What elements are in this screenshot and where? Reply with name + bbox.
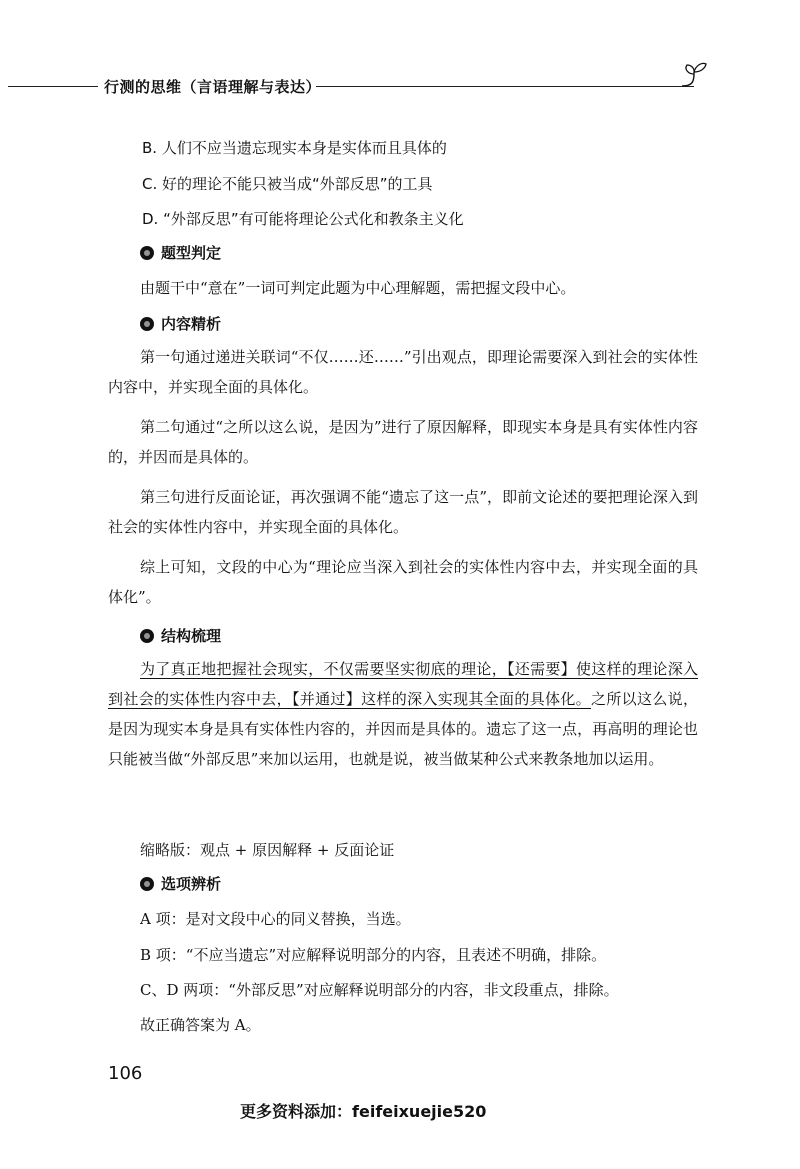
header-rule-right xyxy=(316,86,694,87)
section-heading-analysis xyxy=(140,873,221,894)
circle-bullet-icon xyxy=(140,317,154,331)
underlined-core-sentence: 为了真正地把握社会现实，不仅需要坚实彻底的理论，【还需要】使这样的理论深入到社会的实体性内容中去，【并通过】这样的深入实现其全面的具体化。 xyxy=(108,660,698,708)
content-paragraph-1: 第一句通过递进关联词“不仅……还……”引出观点，即理论需要深入到社会的实体性内容中，并实现全面的具体化。 xyxy=(108,348,698,396)
option-d: D. “外部反思”有可能将理论公式化和教条主义化 xyxy=(142,210,464,228)
page-number: 106 xyxy=(108,1063,143,1084)
structure-rest-text: 之所以这么说，是因为现实本身是具有实体性内容的，并因而是具体的。遗忘了这一点，再高明的理论也只能被当做“外部反思”来加以运用，也就是说，被当做某种公式来教条地加以运用。 xyxy=(108,690,698,768)
header-rule-left xyxy=(8,86,98,87)
structure-summary: 缩略版：观点 + 原因解释 + 反面论证 xyxy=(140,841,395,859)
answer-conclusion: 故正确答案为 A。 xyxy=(140,1016,261,1034)
section-heading-type xyxy=(140,242,221,263)
section-heading-structure xyxy=(140,625,221,646)
option-b: B. 人们不应当遗忘现实本身是实体而且具体的 xyxy=(142,139,447,157)
footer-contact xyxy=(240,1099,486,1122)
footer-wechat-id: feifeixuejie520 xyxy=(352,1102,487,1121)
section-title: 选项辨析 xyxy=(161,875,222,893)
section-heading-content xyxy=(140,313,221,334)
circle-bullet-icon xyxy=(140,629,154,643)
section-title: 内容精析 xyxy=(161,315,222,333)
section-title: 题型判定 xyxy=(161,244,222,262)
analysis-item-a: A 项：是对文段中心的同义替换，当选。 xyxy=(140,910,411,928)
structure-paragraph xyxy=(108,654,698,774)
content-paragraph-4: 综上可知，文段的中心为“理论应当深入到社会的实体性内容中去，并实现全面的具体化”。 xyxy=(108,558,698,606)
circle-bullet-icon xyxy=(140,246,154,260)
content-paragraph-3: 第三句进行反面论证，再次强调不能“遗忘了这一点”，即前文论述的要把理论深入到社会的实体性内容中，并实现全面的具体化。 xyxy=(108,488,698,536)
footer-label: 更多资料添加： xyxy=(240,1102,353,1121)
analysis-item-cd: C、D 两项：“外部反思”对应解释说明部分的内容，非文段重点，排除。 xyxy=(140,981,619,999)
content-paragraph-2: 第二句通过“之所以这么说，是因为”进行了原因解释，即现实本身是具有实体性内容的，并因而是具体的。 xyxy=(108,418,698,466)
section-title: 结构梳理 xyxy=(161,627,222,645)
running-header-title: 行测的思维（言语理解与表达） xyxy=(104,78,322,96)
circle-bullet-icon xyxy=(140,877,154,891)
sprout-icon xyxy=(678,56,708,88)
type-judgment-text: 由题干中“意在”一词可判定此题为中心理解题，需把握文段中心。 xyxy=(140,279,576,297)
analysis-item-b: B 项：“不应当遗忘”对应解释说明部分的内容，且表述不明确，排除。 xyxy=(140,946,607,964)
option-c: C. 好的理论不能只被当成“外部反思”的工具 xyxy=(142,175,433,193)
